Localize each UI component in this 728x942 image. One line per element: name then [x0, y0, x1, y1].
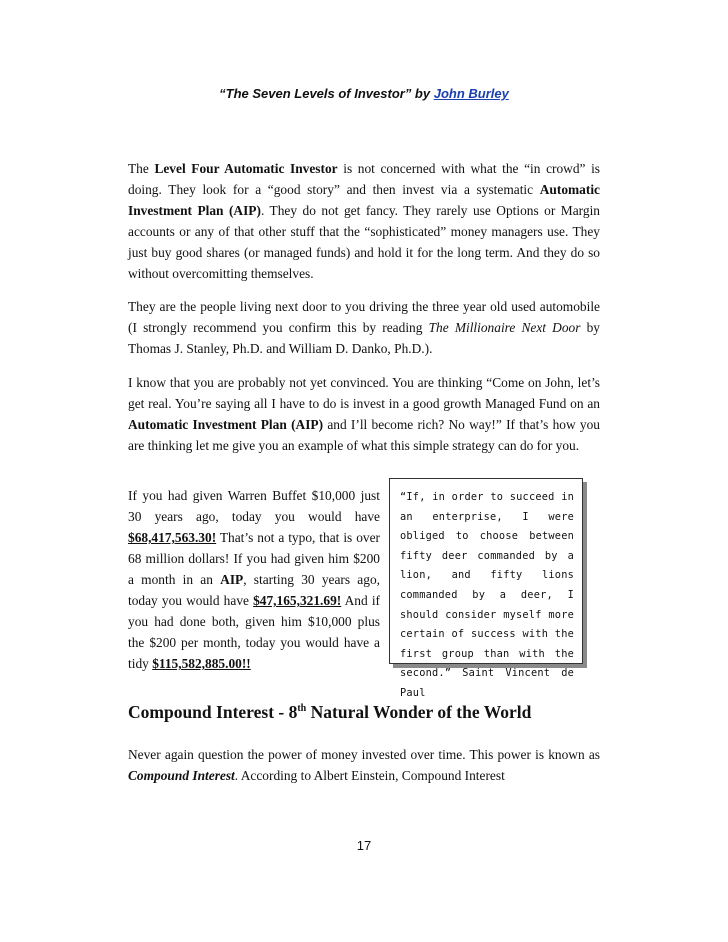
text-run: And if you had done both, given him $10,000 plus the $200 per month, today you would have a tidy — [128, 593, 380, 671]
heading-text: Natural Wonder of the World — [306, 702, 532, 722]
document-header — [0, 86, 728, 101]
paragraph-next-door — [128, 296, 600, 359]
quote-author: Saint Vincent de Paul — [400, 667, 575, 699]
page-number: 17 — [356, 838, 372, 853]
text-run: , starting 30 years ago, today you would have — [128, 572, 380, 608]
book-title: The Millionaire Next Door — [428, 320, 581, 335]
text-run: If you had given Warren Buffet $10,000 just 30 years ago, today you would have — [128, 488, 380, 524]
header-title: “The Seven Levels of Investor” by — [219, 86, 434, 101]
bold-term: AIP — [220, 572, 244, 587]
bold-term: Automatic Investment Plan (AIP) — [128, 182, 600, 218]
text-run: Never again question the power of money invested over time. This power is known as — [128, 747, 600, 762]
text-run: That’s not a typo, that is over 68 million dollars! If you had given him $200 a month in an — [128, 530, 380, 587]
paragraph-automatic-investor — [128, 158, 600, 284]
amount-highlight: $47,165,321.69! — [253, 593, 342, 608]
section-heading — [128, 702, 531, 723]
quote-text: “If, in order to succeed in an enterprise, I were obliged to choose between fifty deer commanded by a lion, and fifty lions commanded by a deer, I should consider myself more certain of success with the first group than with the second.” — [400, 491, 574, 680]
text-run: and I’ll become rich? No way!” If that’s how you are thinking let me give you an example of what this simple strategy can do for you. — [128, 417, 600, 453]
text-run: by Thomas J. Stanley, Ph.D. and William D. Danko, Ph.D.). — [128, 320, 600, 356]
text-run: . According to Albert Einstein, Compound Interest — [234, 768, 505, 783]
text-run: The — [128, 161, 155, 176]
text-run: . They do not get fancy. They rarely use Options or Margin accounts or any of that other stuff that the “sophisticated” money managers use. They just buy good shares (or managed funds) and hold it for the long term. And they do so without overcomitting themselves. — [128, 203, 600, 281]
bold-term: Level Four Automatic Investor — [154, 161, 338, 176]
quote-box — [389, 478, 583, 699]
heading-text: Compound Interest - 8 — [128, 702, 298, 722]
text-run: I know that you are probably not yet convinced. You are thinking “Come on John, let’s get real. You’re saying all I have to do is invest in a good growth Managed Fund on an — [128, 375, 600, 411]
author-link[interactable]: John Burley — [433, 86, 509, 101]
amount-highlight: $115,582,885.00!! — [152, 656, 251, 671]
bold-term: Automatic Investment Plan (AIP) — [128, 417, 324, 432]
heading-superscript: th — [297, 703, 307, 715]
text-run: is not concerned with what the “in crowd” is doing. They look for a “good story” and then invest via a systematic — [128, 161, 601, 197]
paragraph-warren-buffet-example — [128, 485, 380, 674]
paragraph-compound-interest — [128, 744, 600, 786]
paragraph-not-convinced — [128, 372, 600, 456]
bold-italic-term: Compound Interest — [128, 768, 235, 783]
amount-highlight: $68,417,563.30! — [128, 530, 217, 545]
text-run: They are the people living next door to you driving the three year old used automobile (I strongly recommend you confirm this by reading — [128, 299, 600, 335]
